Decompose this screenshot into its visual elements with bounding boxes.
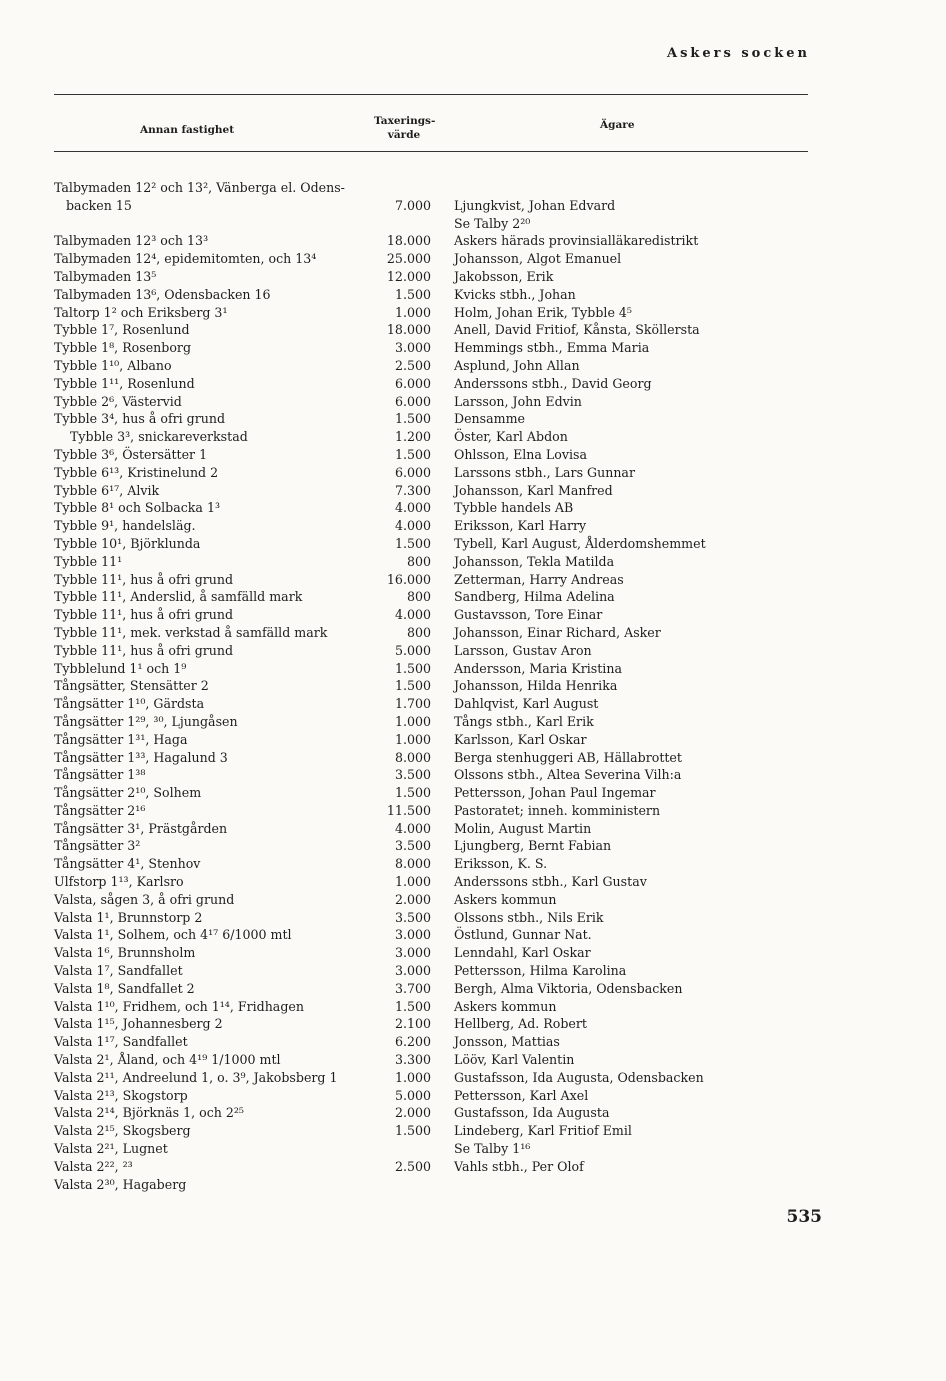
table-row [0, 660, 946, 678]
table-row [0, 1122, 946, 1140]
table-row [0, 606, 946, 624]
value-cell: 6.200 [394, 1034, 431, 1050]
owner-cell: Hellberg, Ad. Robert [454, 1016, 587, 1032]
table-row [0, 179, 946, 215]
column-header-owner: Ägare [600, 119, 635, 131]
owner-cell: Lööv, Karl Valentin [454, 1052, 575, 1068]
table-row [0, 553, 946, 571]
value-cell: 800 [406, 589, 431, 605]
table-row [0, 766, 946, 784]
property-cell: Valsta 1⁸, Sandfallet 2 [54, 980, 195, 996]
value-cell: 3.000 [394, 927, 431, 943]
owner-cell: Dahlqvist, Karl August [454, 696, 599, 712]
property-cell: Tybble 2⁶, Västervid [54, 393, 182, 409]
value-cell: 3.500 [394, 767, 431, 783]
value-cell: 1.000 [394, 1069, 431, 1085]
table-row [0, 535, 946, 553]
value-cell: 1.200 [394, 429, 431, 445]
property-cell: Tybble 6¹⁷, Alvik [54, 482, 160, 498]
owner-cell: Larsson, John Edvin [454, 393, 582, 409]
property-cell: Talbymaden 13⁵ [54, 268, 157, 284]
owner-cell: Tybell, Karl August, Ålderdomshemmet [454, 535, 706, 551]
value-cell: 3.300 [394, 1052, 431, 1068]
property-cell: Tybble 3⁶, Östersätter 1 [54, 446, 208, 462]
property-cell: Tybble 11¹, Anderslid, å samfälld mark [54, 589, 303, 605]
value-cell: 1.500 [394, 785, 431, 801]
owner-cell: Jakobsson, Erik [454, 268, 554, 284]
owner-cell: Eriksson, Karl Harry [454, 518, 587, 534]
owner-cell: Eriksson, K. S. [454, 856, 548, 872]
value-cell: 1.000 [394, 874, 431, 890]
value-cell: 3.500 [394, 838, 431, 854]
table-row [0, 855, 946, 873]
table-row [0, 1176, 946, 1194]
owner-cell: Kvicks stbh., Johan [454, 286, 576, 302]
table-row [0, 926, 946, 944]
value-cell: 6.000 [394, 464, 431, 480]
table-row [0, 304, 946, 322]
table-row [0, 909, 946, 927]
owner-cell: Ohlsson, Elna Lovisa [454, 446, 587, 462]
value-cell: 11.500 [386, 802, 431, 818]
table-row [0, 624, 946, 642]
owner-cell: Bergh, Alma Viktoria, Odensbacken [454, 980, 683, 996]
value-cell: 8.000 [394, 749, 431, 765]
property-cell: Valsta 2¹³, Skogstorp [54, 1087, 188, 1103]
owner-cell: Se Talby 2²⁰ [454, 215, 531, 231]
value-cell: 4.000 [394, 820, 431, 836]
table-row [0, 464, 946, 482]
value-cell: 1.500 [394, 286, 431, 302]
owner-cell: Tångs stbh., Karl Erik [454, 713, 594, 729]
owner-cell: Askers härads provinsialläkaredistrikt [454, 233, 699, 249]
value-cell: 1.500 [394, 678, 431, 694]
property-cell: Tybble 3⁴, hus å ofri grund [54, 411, 226, 427]
property-cell: Valsta, sågen 3, å ofri grund [54, 891, 235, 907]
value-cell: 18.000 [386, 322, 431, 338]
header-rule-top [54, 94, 808, 95]
table-row [0, 891, 946, 909]
table-row [0, 1069, 946, 1087]
value-cell: 2.100 [394, 1016, 431, 1032]
value-cell: 4.000 [394, 607, 431, 623]
value-cell: 7.000 [394, 197, 431, 213]
property-cell: Tybblelund 1¹ och 1⁹ [54, 660, 187, 676]
owner-cell: Sandberg, Hilma Adelina [454, 589, 615, 605]
owner-cell: Andersson, Maria Kristina [454, 660, 622, 676]
table-row [0, 713, 946, 731]
owner-cell: Gustafsson, Ida Augusta [454, 1105, 610, 1121]
table-row [0, 428, 946, 446]
owner-cell: Larssons stbh., Lars Gunnar [454, 464, 635, 480]
property-cell: Tybble 11¹, mek. verkstad å samfälld mark [54, 624, 328, 640]
owner-cell: Ljungberg, Bernt Fabian [454, 838, 612, 854]
owner-cell: Anderssons stbh., Karl Gustav [454, 874, 647, 890]
value-cell: 2.500 [394, 357, 431, 373]
property-cell: Tångsätter 3² [54, 838, 141, 854]
property-cell: Tybble 1⁷, Rosenlund [54, 322, 190, 338]
owner-cell: Lenndahl, Karl Oskar [454, 945, 591, 961]
owner-cell: Ljungkvist, Johan Edvard [454, 197, 616, 213]
property-cell: Tångsätter 2¹⁰, Solhem [54, 785, 202, 801]
value-cell: 2.500 [394, 1158, 431, 1174]
value-cell: 3.000 [394, 963, 431, 979]
property-cell: Valsta 1¹⁰, Fridhem, och 1¹⁴, Fridhagen [54, 998, 304, 1014]
property-cell: Tybble 11¹ [54, 553, 123, 569]
table-row [0, 482, 946, 500]
property-cell: Talbymaden 12² och 13², Vänberga el. Odens- backen 15 [54, 180, 345, 213]
table-row [0, 1051, 946, 1069]
value-cell: 16.000 [386, 571, 431, 587]
property-cell: Tybble 10¹, Björklunda [54, 535, 201, 551]
property-cell: Tångsätter 1³¹, Haga [54, 731, 188, 747]
property-cell: Tybble 11¹, hus å ofri grund [54, 642, 234, 658]
owner-cell: Johansson, Einar Richard, Asker [454, 624, 661, 640]
table-row [0, 837, 946, 855]
table-row [0, 642, 946, 660]
owner-cell: Berga stenhuggeri AB, Hällabrottet [454, 749, 682, 765]
owner-cell: Vahls stbh., Per Olof [454, 1158, 584, 1174]
property-cell: Valsta 1⁷, Sandfallet [54, 963, 183, 979]
value-cell: 2.000 [394, 891, 431, 907]
owner-cell: Gustavsson, Tore Einar [454, 607, 603, 623]
owner-cell: Pettersson, Karl Axel [454, 1087, 589, 1103]
property-cell: Tångsätter 1¹⁰, Gärdsta [54, 696, 205, 712]
value-cell: 18.000 [386, 233, 431, 249]
table-row [0, 357, 946, 375]
table-row [0, 1033, 946, 1051]
owner-cell: Holm, Johan Erik, Tybble 4⁵ [454, 304, 632, 320]
property-cell: Valsta 1¹⁵, Johannesberg 2 [54, 1016, 223, 1032]
property-cell: Valsta 2¹¹, Andreelund 1, o. 3⁹, Jakobsberg 1 [54, 1069, 338, 1085]
owner-cell: Östlund, Gunnar Nat. [454, 927, 592, 943]
owner-cell: Karlsson, Karl Oskar [454, 731, 587, 747]
property-cell: Tångsätter, Stensätter 2 [54, 678, 209, 694]
table-row [0, 410, 946, 428]
value-cell: 1.000 [394, 304, 431, 320]
owner-cell: Anell, David Fritiof, Kånsta, Sköllersta [454, 322, 700, 338]
property-cell: Tybble 1¹¹, Rosenlund [54, 375, 195, 391]
table-row [0, 820, 946, 838]
table-row [0, 677, 946, 695]
table-row [0, 695, 946, 713]
header-rule-bottom [54, 151, 808, 152]
property-cell: Valsta 2²², ²³ [54, 1158, 133, 1174]
value-cell: 3.000 [394, 945, 431, 961]
property-cell: Taltorp 1² och Eriksberg 3¹ [54, 304, 228, 320]
table-row [0, 944, 946, 962]
column-header-value: Taxerings- värde [374, 115, 436, 141]
table-row [0, 571, 946, 589]
table-row [0, 784, 946, 802]
value-cell: 7.300 [394, 482, 431, 498]
table-row [0, 215, 946, 233]
value-cell: 800 [406, 553, 431, 569]
owner-cell: Molin, August Martin [454, 820, 592, 836]
property-cell: Tångsätter 1³³, Hagalund 3 [54, 749, 228, 765]
table-row [0, 1104, 946, 1122]
property-cell: Valsta 1¹, Solhem, och 4¹⁷ 6/1000 mtl [54, 927, 292, 943]
value-cell: 800 [406, 624, 431, 640]
table-row [0, 731, 946, 749]
owner-cell: Zetterman, Harry Andreas [454, 571, 624, 587]
table-row [0, 1087, 946, 1105]
column-header-property: Annan fastighet [140, 124, 235, 136]
value-cell: 4.000 [394, 500, 431, 516]
property-cell: Valsta 1¹⁷, Sandfallet [54, 1034, 188, 1050]
value-cell: 3.500 [394, 909, 431, 925]
property-cell: Talbymaden 12⁴, epidemitomten, och 13⁴ [54, 251, 317, 267]
table-row [0, 980, 946, 998]
table-row [0, 268, 946, 286]
property-cell: Tybble 3³, snickareverkstad [70, 429, 248, 445]
table-row [0, 1158, 946, 1176]
property-cell: Tybble 8¹ och Solbacka 1³ [54, 500, 221, 516]
property-cell: Valsta 2¹⁵, Skogsberg [54, 1123, 191, 1139]
table-row [0, 517, 946, 535]
table-row [0, 802, 946, 820]
owner-cell: Jonsson, Mattias [454, 1034, 560, 1050]
owner-cell: Hemmings stbh., Emma Maria [454, 340, 650, 356]
value-cell: 5.000 [394, 1087, 431, 1103]
table-row [0, 339, 946, 357]
owner-cell: Anderssons stbh., David Georg [454, 375, 652, 391]
property-cell: Tybble 9¹, handelsläg. [54, 518, 196, 534]
table-row [0, 1015, 946, 1033]
table-row [0, 998, 946, 1016]
property-cell: Valsta 2²¹, Lugnet [54, 1141, 168, 1157]
property-cell: Tångsätter 4¹, Stenhov [54, 856, 201, 872]
owner-cell: Askers kommun [454, 998, 557, 1014]
property-cell: Tångsätter 1²⁹, ³⁰, Ljungåsen [54, 713, 238, 729]
value-cell: 1.500 [394, 998, 431, 1014]
table-row [0, 232, 946, 250]
page-number: 535 [786, 1207, 822, 1227]
owner-cell: Larsson, Gustav Aron [454, 642, 592, 658]
table-row [0, 588, 946, 606]
owner-cell: Asplund, John Allan [454, 357, 580, 373]
property-cell: Valsta 1⁶, Brunnsholm [54, 945, 196, 961]
property-cell: Ulfstorp 1¹³, Karlsro [54, 874, 184, 890]
value-cell: 1.500 [394, 535, 431, 551]
property-cell: Tångsätter 1³⁸ [54, 767, 146, 783]
value-cell: 3.000 [394, 340, 431, 356]
property-cell: Valsta 2¹, Åland, och 4¹⁹ 1/1000 mtl [54, 1052, 281, 1068]
table-row [0, 962, 946, 980]
property-cell: Tybble 11¹, hus å ofri grund [54, 607, 234, 623]
value-cell: 6.000 [394, 393, 431, 409]
table-row [0, 446, 946, 464]
value-cell: 2.000 [394, 1105, 431, 1121]
property-cell: Talbymaden 12³ och 13³ [54, 233, 209, 249]
value-cell: 4.000 [394, 518, 431, 534]
value-cell: 1.000 [394, 731, 431, 747]
value-cell: 6.000 [394, 375, 431, 391]
owner-cell: Se Talby 1¹⁶ [454, 1141, 531, 1157]
value-cell: 1.500 [394, 1123, 431, 1139]
table-row [0, 499, 946, 517]
owner-cell: Gustafsson, Ida Augusta, Odensbacken [454, 1069, 704, 1085]
value-cell: 3.700 [394, 980, 431, 996]
property-cell: Valsta 1¹, Brunnstorp 2 [54, 909, 203, 925]
owner-cell: Pettersson, Johan Paul Ingemar [454, 785, 656, 801]
value-cell: 1.500 [394, 660, 431, 676]
table-row [0, 873, 946, 891]
table-row [0, 321, 946, 339]
owner-cell: Tybble handels AB [454, 500, 574, 516]
value-cell: 1.500 [394, 411, 431, 427]
table-row [0, 1140, 946, 1158]
owner-cell: Olssons stbh., Altea Severina Vilh:a [454, 767, 682, 783]
owner-cell: Pettersson, Hilma Karolina [454, 963, 627, 979]
value-cell: 1.700 [394, 696, 431, 712]
property-cell: Tybble 1¹⁰, Albano [54, 357, 172, 373]
owner-cell: Densamme [454, 411, 525, 427]
value-cell: 5.000 [394, 642, 431, 658]
owner-cell: Olssons stbh., Nils Erik [454, 909, 604, 925]
owner-cell: Pastoratet; inneh. komministern [454, 802, 661, 818]
table-row [0, 375, 946, 393]
property-cell: Valsta 2¹⁴, Björknäs 1, och 2²⁵ [54, 1105, 244, 1121]
table-row [0, 749, 946, 767]
table-row [0, 286, 946, 304]
running-head: Askers socken [666, 46, 810, 61]
owner-cell: Askers kommun [454, 891, 557, 907]
value-cell: 1.000 [394, 713, 431, 729]
property-cell: Tångsätter 2¹⁶ [54, 802, 146, 818]
owner-cell: Johansson, Karl Manfred [454, 482, 613, 498]
owner-cell: Johansson, Hilda Henrika [454, 678, 618, 694]
table-row [0, 250, 946, 268]
value-cell: 8.000 [394, 856, 431, 872]
property-cell: Valsta 2³⁰, Hagaberg [54, 1176, 187, 1192]
owner-cell: Johansson, Tekla Matilda [454, 553, 615, 569]
value-cell: 1.500 [394, 446, 431, 462]
owner-cell: Johansson, Algot Emanuel [454, 251, 622, 267]
owner-cell: Öster, Karl Abdon [454, 429, 568, 445]
property-cell: Tångsätter 3¹, Prästgården [54, 820, 228, 836]
owner-cell: Lindeberg, Karl Fritiof Emil [454, 1123, 632, 1139]
table-row [0, 393, 946, 411]
property-cell: Tybble 6¹³, Kristinelund 2 [54, 464, 219, 480]
property-cell: Talbymaden 13⁶, Odensbacken 16 [54, 286, 271, 302]
property-cell: Tybble 11¹, hus å ofri grund [54, 571, 234, 587]
value-cell: 25.000 [386, 251, 431, 267]
register-table [0, 179, 946, 1193]
value-cell: 12.000 [386, 268, 431, 284]
property-cell: Tybble 1⁸, Rosenborg [54, 340, 192, 356]
